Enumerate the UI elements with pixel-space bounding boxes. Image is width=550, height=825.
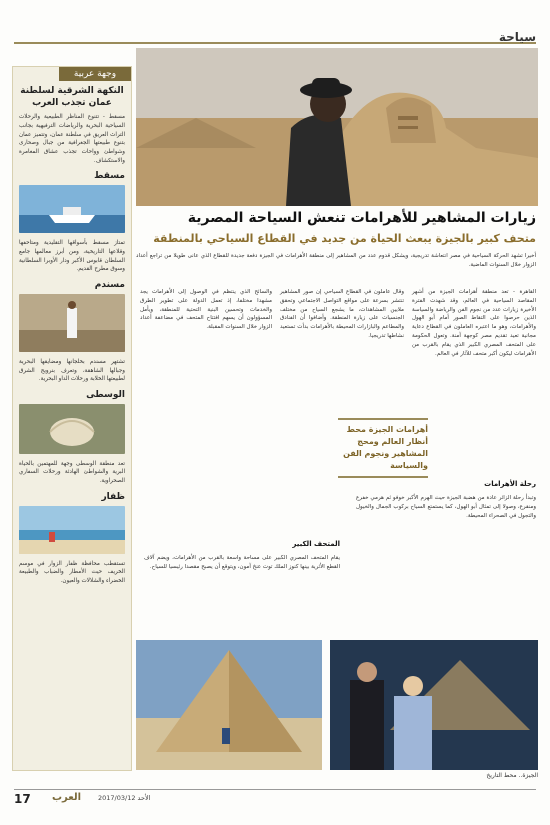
article-pyramids-text: وتبدأ رحلة الزائر عادة من هضبة الجيزة حيث الهرم الأكبر خوفو ثم هرمي خفرع ومنقرع، وصولا إلى تمثال أبو الهول، كما يستمتع السياح بركوب الجمال والخيول والتجول في الصحراء المحيطة. <box>356 495 536 519</box>
sidebar-intro: مسقط - تتنوع المناظر الطبيعية والرحلات السياحية البحرية والرياضات الترفيهية بجانب التراث العريق في سلطنة عمان، وتتميز عمان بتنوع طبيعتها الجغرافية من جبال وصحارى وشواطئ وواحات تجذب عشاق المغامرة والاستكشاف. <box>19 114 125 164</box>
night-pyramid-illustration <box>330 640 538 770</box>
muscat-boat-photo <box>19 185 125 233</box>
footer-rule <box>14 789 536 803</box>
sidebar-tag: وجهة عربية <box>59 67 131 81</box>
sidebar-title: النكهة الشرقية لسلطنة عمان تجذب العرب <box>20 86 124 109</box>
sphinx-illustration <box>136 48 538 206</box>
subhead-grand-museum: المتحف الكبير <box>292 540 340 548</box>
article-col-2: وقال عاملون في القطاع السياحي إن صور المشاهير تنتشر بسرعة على مواقع التواصل الاجتماعي وتحقق ملايين المشاهدات، ما يشجع السياح من مختلف الجنسيات على زيارة المنطقة. وأضافوا أن الفنادق والمطاعم والبازارات المحيطة بالأهرامات بدأت تستعيد نشاطها تدريجيا. <box>280 289 404 339</box>
officials-photo <box>330 640 538 770</box>
sidebar-text-dhofar: تستقطب محافظة ظفار الزوار في موسم الخريف حيث الأمطار والضباب والطبيعة الخضراء والشلالات والعيون. <box>19 560 125 585</box>
sidebar-box <box>12 66 132 771</box>
article-subheadline: متحف كبير بالجيزة يبعث الحياة من جديد في القطاع السياحي بالمنطقة <box>153 232 536 245</box>
sidebar-heading-musandam: مسندم <box>94 279 125 290</box>
wusta-shell-photo <box>19 404 125 454</box>
pyramid-tourist-photo <box>136 640 322 770</box>
page-number: 17 <box>14 792 31 806</box>
issue-date: الأحد 2017/03/12 <box>98 794 151 802</box>
pull-quote: أهرامات الجيزة محط أنظار العالم ومحج المشاهير ونجوم الفن والسياسة <box>338 418 428 478</box>
article-museum-text: يقام المتحف المصري الكبير على مساحة واسعة بالقرب من الأهرامات، ويضم آلاف القطع الأثرية بينها كنوز الملك توت عنخ آمون، ويتوقع أن يصبح مقصدا رئيسيا للسياح. <box>144 555 340 570</box>
section-title: سياحة <box>498 30 536 44</box>
sidebar-text-wusta: تعد منطقة الوسطى وجهة للمهتمين بالحياة البرية والشواطئ الهادئة ورحلات السفاري الصحراوية. <box>19 460 125 485</box>
sidebar-heading-wusta: الوسطى <box>86 389 125 400</box>
photo-caption: الجيزة.. محط التاريخ <box>486 772 538 779</box>
sidebar-text-muscat: تمتاز مسقط بأسواقها التقليدية ومتاحفها وقلاعها التاريخية، ومن أبرز معالمها جامع السلطان قابوس الأكبر ودار الأوبرا السلطانية وسوق مطرح القديم. <box>19 240 125 273</box>
article-lead: أخيرا تشهد الحركة السياحية في مصر انتعاشة تدريجية، ويشكل قدوم عدد من المشاهير إلى منطقة الأهرامات في الجيزة دفعة جديدة للقطاع الذي عانى طويلا من تراجع أعداد الزوار خلال السنوات الماضية. <box>136 253 536 268</box>
article-headline: زيارات المشاهير للأهرامات تنعش السياحة المصرية <box>187 210 536 226</box>
sidebar-text-musandam: تشتهر مسندم بخلجانها ومضايقها البحرية وجبالها الشاهقة، وتعرف بنرويج الشرق لطبيعتها الخلابة ورحلات الداو البحرية. <box>19 358 125 383</box>
dhofar-beach-photo <box>19 506 125 554</box>
newspaper-brand: العرب <box>52 792 82 803</box>
musandam-photo <box>19 294 125 352</box>
subhead-pyramids-trip: رحلة الأهرامات <box>484 480 536 488</box>
pyramid-illustration <box>136 640 322 770</box>
header-rule <box>14 30 536 44</box>
sidebar-heading-dhofar: ظفار <box>101 491 125 502</box>
hero-photo <box>136 48 538 206</box>
sidebar-heading-muscat: مسقط <box>94 171 125 182</box>
article-col-1: القاهرة - تعد منطقة أهرامات الجيزة من أشهر المقاصد السياحية في العالم، وقد شهدت الفترة الأخيرة زيارات عدد من نجوم الفن والرياضة والسياسة الذين حرصوا على التقاط الصور أمام أبو الهول والأهرامات، وهو ما اعتبره العاملون في القطاع دعاية مجانية تعيد تقديم مصر كوجهة آمنة. وتعول الحكومة على المتحف المصري الكبير الذي يقام بالقرب من الأهرامات ليكون أكبر متحف للآثار في العالم. <box>412 289 536 357</box>
article-col-3: والسائح الذي ينتظم في الوصول إلى الأهرامات يجد مشهدا مختلفا، إذ تعمل الدولة على تطوير الطرق والخدمات وتحسين البنية التحتية للمنطقة، ويأمل المسؤولون أن يسهم افتتاح المتحف في مضاعفة أعداد الزوار خلال السنوات المقبلة. <box>140 289 272 331</box>
